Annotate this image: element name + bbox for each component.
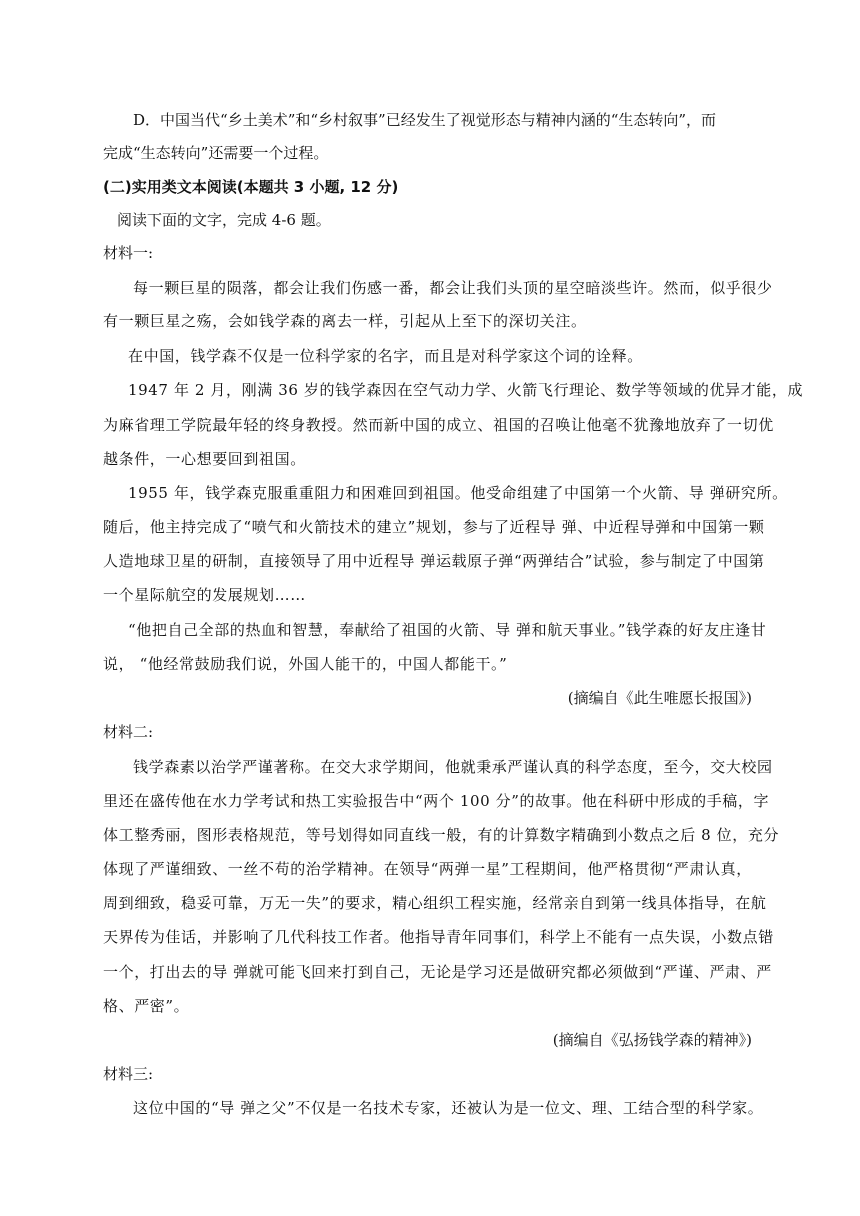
section-heading: (二)实用类文本阅读(本题共 3 小题, 12 分): [103, 178, 399, 196]
paragraph-line: 有一颗巨星之殇，会如钱学森的离去一样，引起从上至下的深切关注。: [103, 312, 587, 330]
paragraph-line: 在中国，钱学森不仅是一位科学家的名字，而且是对科学家这个词的诠释。: [128, 347, 643, 365]
paragraph-line: 体现了严谨细致、一丝不苟的治学精神。在领导“两弹一星”工程期间，他严格贯彻“严肃认真，: [103, 860, 752, 878]
paragraph-line: 格、严密”。: [103, 997, 190, 1015]
paragraph-line: 人造地球卫星的研制，直接领导了用中近程导 弹运载原子弹“两弹结合”试验，参与制定了中国第: [103, 552, 765, 570]
paragraph-line: 一个，打出去的导 弹就可能飞回来打到自己，无论是学习还是做研究都必须做到“严谨、严肃、严: [103, 963, 772, 981]
paragraph-line: 体工整秀丽，图形表格规范，等号划得如同直线一般，有的计算数字精确到小数点之后 8 位，充分: [103, 826, 780, 844]
option-d-line-1: D．中国当代“乡土美术”和“乡村叙事”已经发生了视觉形态与精神内涵的“生态转向”，而: [133, 111, 717, 129]
paragraph-line: 1947 年 2 月，刚满 36 岁的钱学森因在空气动力学、火箭飞行理论、数学等领域的优异才能，成: [128, 381, 804, 399]
paragraph-line: 这位中国的“导 弹之父”不仅是一名技术专家，还被认为是一位文、理、工结合型的科学家。: [133, 1099, 764, 1117]
paragraph-line: “他把自己全部的热血和智慧，奉献给了祖国的火箭、导 弹和航天事业。”钱学森的好友庄逢甘: [128, 621, 767, 639]
paragraph-line: 随后，他主持完成了“喷气和火箭技术的建立”规划，参与了近程导 弹、中近程导弹和中国第一颗: [103, 518, 765, 536]
option-d-line-2: 完成“生态转向”还需要一个过程。: [103, 144, 329, 162]
paragraph-line: 说， “他经常鼓励我们说，外国人能干的，中国人都能干。”: [103, 655, 508, 673]
material-3-label: 材料三:: [103, 1065, 154, 1083]
paragraph-line: 1955 年，钱学森克服重重阻力和困难回到祖国。他受命组建了中国第一个火箭、导 弹研究所。: [128, 484, 788, 502]
paragraph-line: 一个星际航空的发展规划……: [103, 586, 306, 604]
paragraph-line: 为麻省理工学院最年轻的终身教授。然而新中国的成立、祖国的召唤让他毫不犹豫地放弃了一切优: [103, 416, 774, 434]
paragraph-line: 钱学森素以治学严谨著称。在交大求学期间，他就秉承严谨认真的科学态度，至今，交大校园: [133, 758, 773, 776]
paragraph-line: 每一颗巨星的陨落，都会让我们伤感一番，都会让我们头顶的星空暗淡些许。然而，似乎很少: [133, 279, 773, 297]
paragraph-line: 里还在盛传他在水力学考试和热工实验报告中“两个 100 分”的故事。他在科研中形成的手稿，字: [103, 792, 770, 810]
source-citation-1: (摘编自《此生唯愿长报国》): [567, 689, 752, 707]
material-2-label: 材料二:: [103, 723, 154, 741]
paragraph-line: 越条件，一心想要回到祖国。: [103, 450, 306, 468]
paragraph-line: 天界传为佳话，并影响了几代科技工作者。他指导青年同事们，科学上不能有一点失误，小数点错: [103, 928, 774, 946]
instruction: 阅读下面的文字，完成 4-6 题。: [117, 211, 331, 229]
material-1-label: 材料一:: [103, 244, 154, 262]
source-citation-2: (摘编自《弘扬钱学森的精神》): [552, 1031, 752, 1049]
paragraph-line: 周到细致，稳妥可靠，万无一失”的要求，精心组织工程实施，经常亲自到第一线具体指导，在航: [103, 894, 767, 912]
